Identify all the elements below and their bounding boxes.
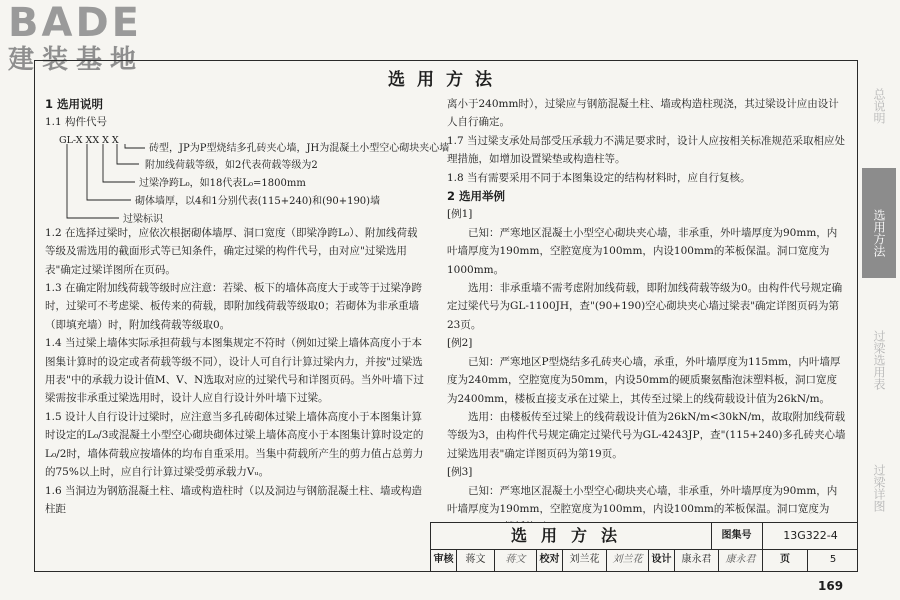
atlas-number: 13G322-4 — [783, 529, 838, 542]
designer-name: 康永君 — [675, 549, 719, 571]
sidebar-item-selection-method[interactable]: 选用方法 — [862, 168, 896, 278]
leader-line-4 — [87, 144, 131, 200]
review-label: 审核 — [431, 549, 457, 571]
page-number: 169 — [818, 579, 844, 593]
paragraph-1-3: 1.3 在确定附加线荷载等级时应注意：若梁、板下的墙体高度大于或等于过梁净跨时，过梁可不考虑梁、板传来的荷载，即附加线荷载等级取0；若砌体为非承重墙（即填充墙）时，附加线荷载等级取0。 — [45, 282, 423, 331]
reviewer-name: 蒋文 — [457, 549, 495, 571]
code-pattern: GL-X XX X X — [59, 134, 119, 146]
example-3-body: 已知：严寒地区混凝土小型空心砌块夹心墙，非承重，外叶墙厚度为90mm，内叶墙厚度为190mm，空腔宽度为100mm，内设100mm的苯板保温。洞口宽度为 — [447, 484, 838, 515]
drawing-frame — [34, 60, 858, 572]
paragraph-1-2: 1.2 在选择过梁时，应依次根据砌体墙厚、洞口宽度（即梁净跨L₀）、附加线荷载等级及需选用的截面形式等已知条件，确定过梁的构件代号，由对应"过梁选用表"确定过梁详图所在页码。 — [45, 226, 418, 276]
paragraph-1-6-continued: 离小于240mm时），过梁应与钢筋混凝土柱、墙或构造柱现浇，其过梁设计应由设计人自行确定。 — [447, 98, 839, 129]
code-diagram — [59, 132, 450, 225]
example-1-body: 已知：严寒地区混凝土小型空心砌块夹心墙，非承重，外叶墙厚度为90mm，内叶墙厚度为190mm，空腔宽度为100mm，内设100mm的苯板保温。洞口宽度为1000mm。 — [447, 226, 838, 276]
reviewer-signature: 蒋文 — [495, 549, 537, 571]
example-2-body: 已知：严寒地区P型烧结多孔砖夹心墙，承重，外叶墙厚度为115mm，内叶墙厚度为240mm，空腔宽度为50mm，内设50mm的硬质聚氨酯泡沫塑料板，洞口宽度为2400mm，楼板直接支承在过梁上，其传至过梁上的线荷载设计值为26kN/m。 — [447, 355, 841, 405]
atlas-number-label: 图集号 — [711, 523, 763, 549]
leader-line-5 — [67, 144, 119, 218]
sidebar-item-lintel-details[interactable]: 过梁详图 — [872, 464, 886, 512]
check-label: 校对 — [537, 549, 563, 571]
leader-line-2 — [117, 144, 139, 164]
example-1-selection: 选用：非承重墙不需考虑附加线荷载，即附加线荷载等级为0。由构件代号规定确定过梁代号为GL-1100JH，查"(90+190)空心砌块夹心墙过梁表"确定详图页码为第23页。 — [447, 282, 843, 331]
logo-latin: BADE — [8, 0, 142, 46]
sidebar-item-lintel-tables[interactable]: 过梁选用表 — [872, 330, 886, 390]
left-column — [45, 95, 450, 518]
title-block-row-2 — [431, 549, 857, 571]
designer-signature: 康永君 — [719, 549, 763, 571]
code-annotation-2: 附加线荷载等级，如2代表荷载等级为2 — [145, 159, 318, 171]
code-annotation-3: 过梁净跨L₀，如18代表L₀=1800mm — [139, 177, 306, 189]
example-1-label: [例1] — [447, 208, 473, 221]
paragraph-1-7: 1.7 当过梁支承处局部受压承载力不满足要求时，设计人应按相关标准规范采取相应处理措施，如增加设置梁垫或构造柱等。 — [447, 134, 846, 166]
subsection-1-1: 1.1 构件代号 — [45, 116, 108, 129]
title-block-title: 选用方法 — [431, 523, 712, 549]
paragraph-1-6: 1.6 当洞边为钢筋混凝土柱、墙或构造柱时（以及洞边与钢筋混凝土柱、墙或构造柱距 — [45, 484, 423, 515]
section-2-heading: 2 选用举例 — [447, 189, 506, 204]
right-column — [447, 95, 847, 537]
example-2-selection: 选用：由楼板传至过梁上的线荷载设计值为26kN/m<30kN/m，故取附加线荷载等级为3，由构件代号规定确定过梁代号为GL-4243JP，查"(115+240)多孔砖夹心墙过梁选用表"确定详图页码为第19页。 — [447, 410, 846, 460]
checker-name: 刘兰花 — [563, 549, 607, 571]
example-2-label: [例2] — [447, 337, 473, 350]
design-label: 设计 — [649, 549, 675, 571]
document-title: 选用方法 — [388, 70, 504, 90]
checker-signature: 刘兰花 — [607, 549, 649, 571]
title-block-row-1 — [431, 523, 857, 550]
code-annotation-1: 砖型，JP为P型烧结多孔砖夹心墙，JH为混凝土小型空心砌块夹心墙 — [149, 142, 450, 154]
leader-line-1 — [125, 144, 145, 148]
sidebar-item-general-notes[interactable]: 总说明 — [872, 88, 886, 124]
example-3-label: [例3] — [447, 466, 473, 479]
code-annotation-5: 过梁标识 — [123, 213, 163, 225]
logo-chinese: 建装基地 — [8, 45, 145, 75]
paragraph-1-5: 1.5 设计人自行设计过梁时，应注意当多孔砖砌体过梁上墙体高度小于本图集计算时设定的L₀/3或混凝土小型空心砌块砌体过梁上墙体高度小于本图集计算时设定的L₀/2时，墙体荷载应按墙体的均布自重采用。当集中荷载所产生的剪力值占总剪力的75%以上时，应自行计算过梁受剪承载力Vᵤ。 — [45, 410, 424, 479]
code-annotation-4: 砌体墙厚，以4和1分别代表(115+240)和(90+190)墙 — [135, 195, 381, 207]
paragraph-1-8: 1.8 当有需要采用不同于本图集设定的结构材料时，应自行复核。 — [447, 171, 751, 184]
paragraph-1-4: 1.4 当过梁上墙体实际承担荷载与本图集规定不符时（例如过梁上墙体高度小于本图集计算时的设定或者荷载等级不同），设计人可自行计算过梁内力，并按"过梁选用表"中的承载力设计值M、V、N选取对应的过梁代号和详图页码。当外叶墙下过梁需按非承重过梁选用时，设计人应自行设计外叶墙下过梁。 — [45, 337, 424, 405]
sheet-page-number: 5 — [829, 554, 837, 565]
page-label: 页 — [763, 549, 808, 571]
section-1-heading: 1 选用说明 — [45, 97, 104, 111]
leader-line-3 — [103, 144, 135, 182]
title-block — [430, 522, 857, 571]
